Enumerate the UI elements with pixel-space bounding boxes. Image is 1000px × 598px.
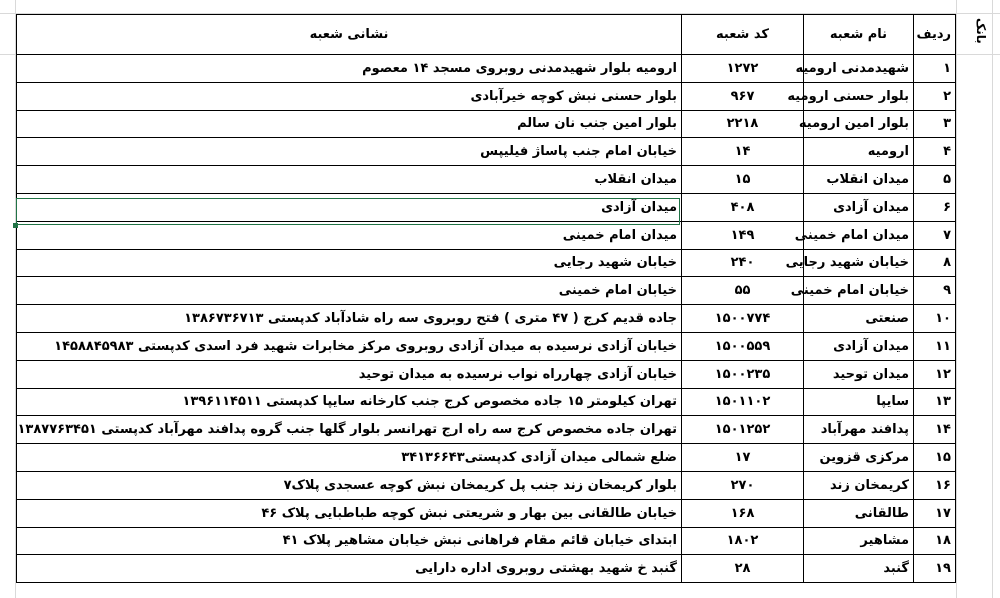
branch-name-cell[interactable]: میدان آزادی bbox=[804, 332, 914, 360]
branch-address-cell[interactable]: خیابان امام جنب پاساژ فیلیپس bbox=[17, 138, 682, 166]
branch-name-cell[interactable]: سایپا bbox=[804, 388, 914, 416]
gridline bbox=[992, 0, 993, 598]
header-name[interactable]: نام شعبه bbox=[804, 15, 914, 55]
table-row bbox=[17, 193, 956, 221]
branch-code-cell[interactable]: ۹۶۷ bbox=[682, 82, 804, 110]
branch-name-cell[interactable]: مشاهیر bbox=[804, 527, 914, 555]
branch-address-cell[interactable]: خیابان امام خمینی bbox=[17, 277, 682, 305]
row-index-cell[interactable]: ۶ bbox=[914, 193, 956, 221]
branch-name-cell[interactable]: ارومیه bbox=[804, 138, 914, 166]
branch-name-cell[interactable]: میدان آزادی bbox=[804, 193, 914, 221]
header-code[interactable]: کد شعبه bbox=[682, 15, 804, 55]
branch-address-cell[interactable]: خیابان آزادی نرسیده به میدان آزادی روبروی مرکز مخابرات شهید فرد اسدی کدپستی ۱۴۵۸۸۴۵۹۸۳ bbox=[17, 332, 682, 360]
branch-address-cell[interactable]: تهران جاده مخصوص کرج سه راه ارج تهرانسر بلوار گلها جنب گروه پدافند مهرآباد کدپستی ۱۳۸۷۷۶۳۴۵۱ bbox=[17, 416, 682, 444]
branch-address-cell[interactable]: بلوار کریمخان زند جنب پل کریمخان نبش کوچه عسجدی پلاک۷ bbox=[17, 471, 682, 499]
sheet-side-label: بانک bbox=[974, 18, 988, 44]
row-index-cell[interactable]: ۱۹ bbox=[914, 555, 956, 583]
branch-address-cell[interactable]: تهران کیلومتر ۱۵ جاده مخصوص کرج جنب کارخانه سایپا کدپستی ۱۳۹۶۱۱۴۵۱۱ bbox=[17, 388, 682, 416]
branch-address-cell[interactable]: میدان انقلاب bbox=[17, 166, 682, 194]
branch-code-cell[interactable]: ۱۴ bbox=[682, 138, 804, 166]
branch-address-cell[interactable]: بلوار حسنی نبش کوچه خیرآبادی bbox=[17, 82, 682, 110]
table-row bbox=[17, 416, 956, 444]
branch-name-cell[interactable]: پدافند مهرآباد bbox=[804, 416, 914, 444]
row-index-cell[interactable]: ۱۶ bbox=[914, 471, 956, 499]
row-index-cell[interactable]: ۱۷ bbox=[914, 499, 956, 527]
header-address[interactable]: نشانی شعبه bbox=[17, 15, 682, 55]
table-body bbox=[17, 55, 956, 583]
branch-table bbox=[16, 14, 956, 583]
branch-name-cell[interactable]: خیابان امام خمینی bbox=[804, 277, 914, 305]
branch-code-cell[interactable]: ۱۵۰۰۵۵۹ bbox=[682, 332, 804, 360]
branch-name-cell[interactable]: خیابان شهید رجایی bbox=[804, 249, 914, 277]
branch-name-cell[interactable]: میدان توحید bbox=[804, 360, 914, 388]
fill-handle[interactable] bbox=[13, 223, 18, 228]
row-index-cell[interactable]: ۳ bbox=[914, 110, 956, 138]
branch-address-cell[interactable]: جاده قدیم کرج ( ۴۷ متری ) فتح روبروی سه راه شادآباد کدپستی ۱۳۸۶۷۳۶۷۱۳ bbox=[17, 305, 682, 333]
table-row bbox=[17, 277, 956, 305]
branch-address-cell[interactable]: گنبد خ شهید بهشتی روبروی اداره دارایی bbox=[17, 555, 682, 583]
table-row bbox=[17, 166, 956, 194]
table-row bbox=[17, 55, 956, 83]
row-index-cell[interactable]: ۹ bbox=[914, 277, 956, 305]
table-row bbox=[17, 305, 956, 333]
branch-code-cell[interactable]: ۱۵۰۰۲۳۵ bbox=[682, 360, 804, 388]
branch-code-cell[interactable]: ۱۵۰۰۷۷۴ bbox=[682, 305, 804, 333]
row-index-cell[interactable]: ۱۴ bbox=[914, 416, 956, 444]
row-index-cell[interactable]: ۷ bbox=[914, 221, 956, 249]
table-row bbox=[17, 249, 956, 277]
branch-code-cell[interactable]: ۱۵۰۱۲۵۲ bbox=[682, 416, 804, 444]
row-index-cell[interactable]: ۵ bbox=[914, 166, 956, 194]
row-index-cell[interactable]: ۱۳ bbox=[914, 388, 956, 416]
row-index-cell[interactable]: ۱۵ bbox=[914, 444, 956, 472]
branch-address-cell[interactable]: ضلع شمالی میدان آزادی کدپستی۳۴۱۳۶۶۴۳ bbox=[17, 444, 682, 472]
branch-code-cell[interactable]: ۲۴۰ bbox=[682, 249, 804, 277]
table-row bbox=[17, 332, 956, 360]
branch-code-cell[interactable]: ۱۵۰۱۱۰۲ bbox=[682, 388, 804, 416]
branch-code-cell[interactable]: ۲۲۱۸ bbox=[682, 110, 804, 138]
branch-code-cell[interactable]: ۱۲۷۲ bbox=[682, 55, 804, 83]
branch-name-cell[interactable]: طالقانی bbox=[804, 499, 914, 527]
branch-address-cell[interactable]: میدان آزادی bbox=[17, 193, 682, 221]
branch-name-cell[interactable]: گنبد bbox=[804, 555, 914, 583]
row-index-cell[interactable]: ۱۸ bbox=[914, 527, 956, 555]
branch-name-cell[interactable]: شهیدمدنی ارومیه bbox=[804, 55, 914, 83]
table-row bbox=[17, 499, 956, 527]
branch-code-cell[interactable]: ۱۸۰۲ bbox=[682, 527, 804, 555]
branch-address-cell[interactable]: ارومیه بلوار شهیدمدنی روبروی مسجد ۱۴ معصوم bbox=[17, 55, 682, 83]
branch-code-cell[interactable]: ۱۵ bbox=[682, 166, 804, 194]
table-row bbox=[17, 388, 956, 416]
row-index-cell[interactable]: ۱۱ bbox=[914, 332, 956, 360]
branch-name-cell[interactable]: مرکزی قزوین bbox=[804, 444, 914, 472]
branch-code-cell[interactable]: ۲۸ bbox=[682, 555, 804, 583]
branch-address-cell[interactable]: خیابان شهید رجایی bbox=[17, 249, 682, 277]
row-index-cell[interactable]: ۱۰ bbox=[914, 305, 956, 333]
row-index-cell[interactable]: ۱ bbox=[914, 55, 956, 83]
gridline bbox=[956, 0, 957, 598]
branch-name-cell[interactable]: بلوار امین ارومیه bbox=[804, 110, 914, 138]
branch-name-cell[interactable]: میدان انقلاب bbox=[804, 166, 914, 194]
row-index-cell[interactable]: ۸ bbox=[914, 249, 956, 277]
branch-code-cell[interactable]: ۱۷ bbox=[682, 444, 804, 472]
table-row bbox=[17, 360, 956, 388]
branch-address-cell[interactable]: بلوار امین جنب نان سالم bbox=[17, 110, 682, 138]
branch-code-cell[interactable]: ۵۵ bbox=[682, 277, 804, 305]
table-row bbox=[17, 527, 956, 555]
table-row bbox=[17, 110, 956, 138]
branch-address-cell[interactable]: خیابان طالقانی بین بهار و شریعتی نبش کوچه طباطبایی پلاک ۴۶ bbox=[17, 499, 682, 527]
branch-name-cell[interactable]: میدان امام خمینی bbox=[804, 221, 914, 249]
row-index-cell[interactable]: ۲ bbox=[914, 82, 956, 110]
table-row bbox=[17, 555, 956, 583]
branch-name-cell[interactable]: بلوار حسنی ارومیه bbox=[804, 82, 914, 110]
branch-address-cell[interactable]: میدان امام خمینی bbox=[17, 221, 682, 249]
branch-code-cell[interactable]: ۱۴۹ bbox=[682, 221, 804, 249]
row-index-cell[interactable]: ۱۲ bbox=[914, 360, 956, 388]
header-index[interactable]: ردیف bbox=[914, 15, 956, 55]
branch-code-cell[interactable]: ۲۷۰ bbox=[682, 471, 804, 499]
branch-address-cell[interactable]: ابتدای خیابان قائم مقام فراهانی نبش خیابان مشاهیر پلاک ۴۱ bbox=[17, 527, 682, 555]
row-index-cell[interactable]: ۴ bbox=[914, 138, 956, 166]
table-header-row bbox=[17, 15, 956, 55]
branch-code-cell[interactable]: ۱۶۸ bbox=[682, 499, 804, 527]
branch-name-cell[interactable]: صنعتی bbox=[804, 305, 914, 333]
table-row bbox=[17, 221, 956, 249]
table-row bbox=[17, 444, 956, 472]
table-row bbox=[17, 82, 956, 110]
table-row bbox=[17, 471, 956, 499]
branch-address-cell[interactable]: خیابان آزادی چهارراه نواب نرسیده به میدان توحید bbox=[17, 360, 682, 388]
branch-code-cell[interactable]: ۴۰۸ bbox=[682, 193, 804, 221]
branch-name-cell[interactable]: کریمخان زند bbox=[804, 471, 914, 499]
table-row bbox=[17, 138, 956, 166]
